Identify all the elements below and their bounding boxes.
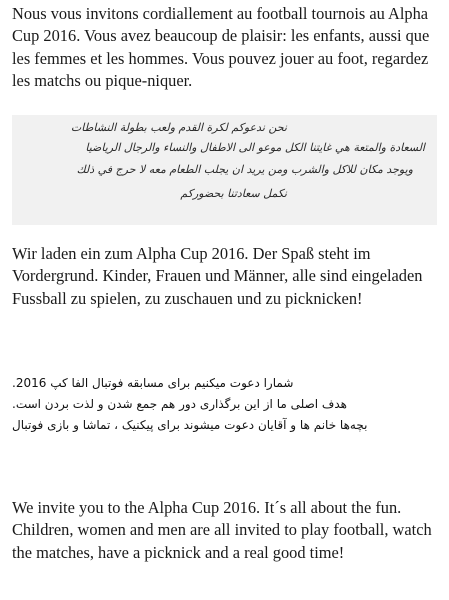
- french-paragraph: Nous vous invitons cordiallement au football tournois au Alpha Cup 2016. Vous avez beaucoup de plaisir: les enfants, aussi que les femmes et les hommes. Vous pouvez jouer au foot, regardez les matchs ou pique-niquer.: [12, 4, 430, 91]
- persian-line: شمارا دعوت میکنیم برای مسابقه فوتبال الفا کپ 2016.: [12, 376, 294, 390]
- arabic-handwritten-line: ويوجد مكان للاكل والشرب ومن يريد ان يجلب الطعام معه لا حرج في ذلك: [76, 163, 413, 176]
- persian-line: هدف اصلی ما از این برگذاری دور هم جمع شدن و لذت بردن است.: [12, 397, 347, 411]
- arabic-handwritten-line: السعادة والمتعة هي غايتنا الكل موعو الى الاطفال والنساء والرجال الرياضيا: [85, 141, 425, 154]
- english-paragraph: We invite you to the Alpha Cup 2016. It´s all about the fun. Children, women and men are all invited to play football, watch the matches, have a picknick and a real good time!: [12, 498, 432, 562]
- german-paragraph: Wir laden ein zum Alpha Cup 2016. Der Spaß steht im Vordergrund. Kinder, Frauen und Männer, alle sind eingeladen Fussball zu spielen, zu zuschauen und zu picknicken!: [12, 244, 423, 308]
- persian-line: بچه‌ها خانم ها و آقایان دعوت میشوند برای پیکنیک ، تماشا و بازی فوتبال: [12, 418, 368, 432]
- arabic-handwritten-note: [12, 115, 437, 225]
- arabic-handwritten-line: نكمل سعادتنا بحضوركم: [180, 187, 287, 200]
- arabic-handwritten-line: نحن ندعوكم لكرة القدم ولعب بطولة النشاطات: [70, 121, 287, 134]
